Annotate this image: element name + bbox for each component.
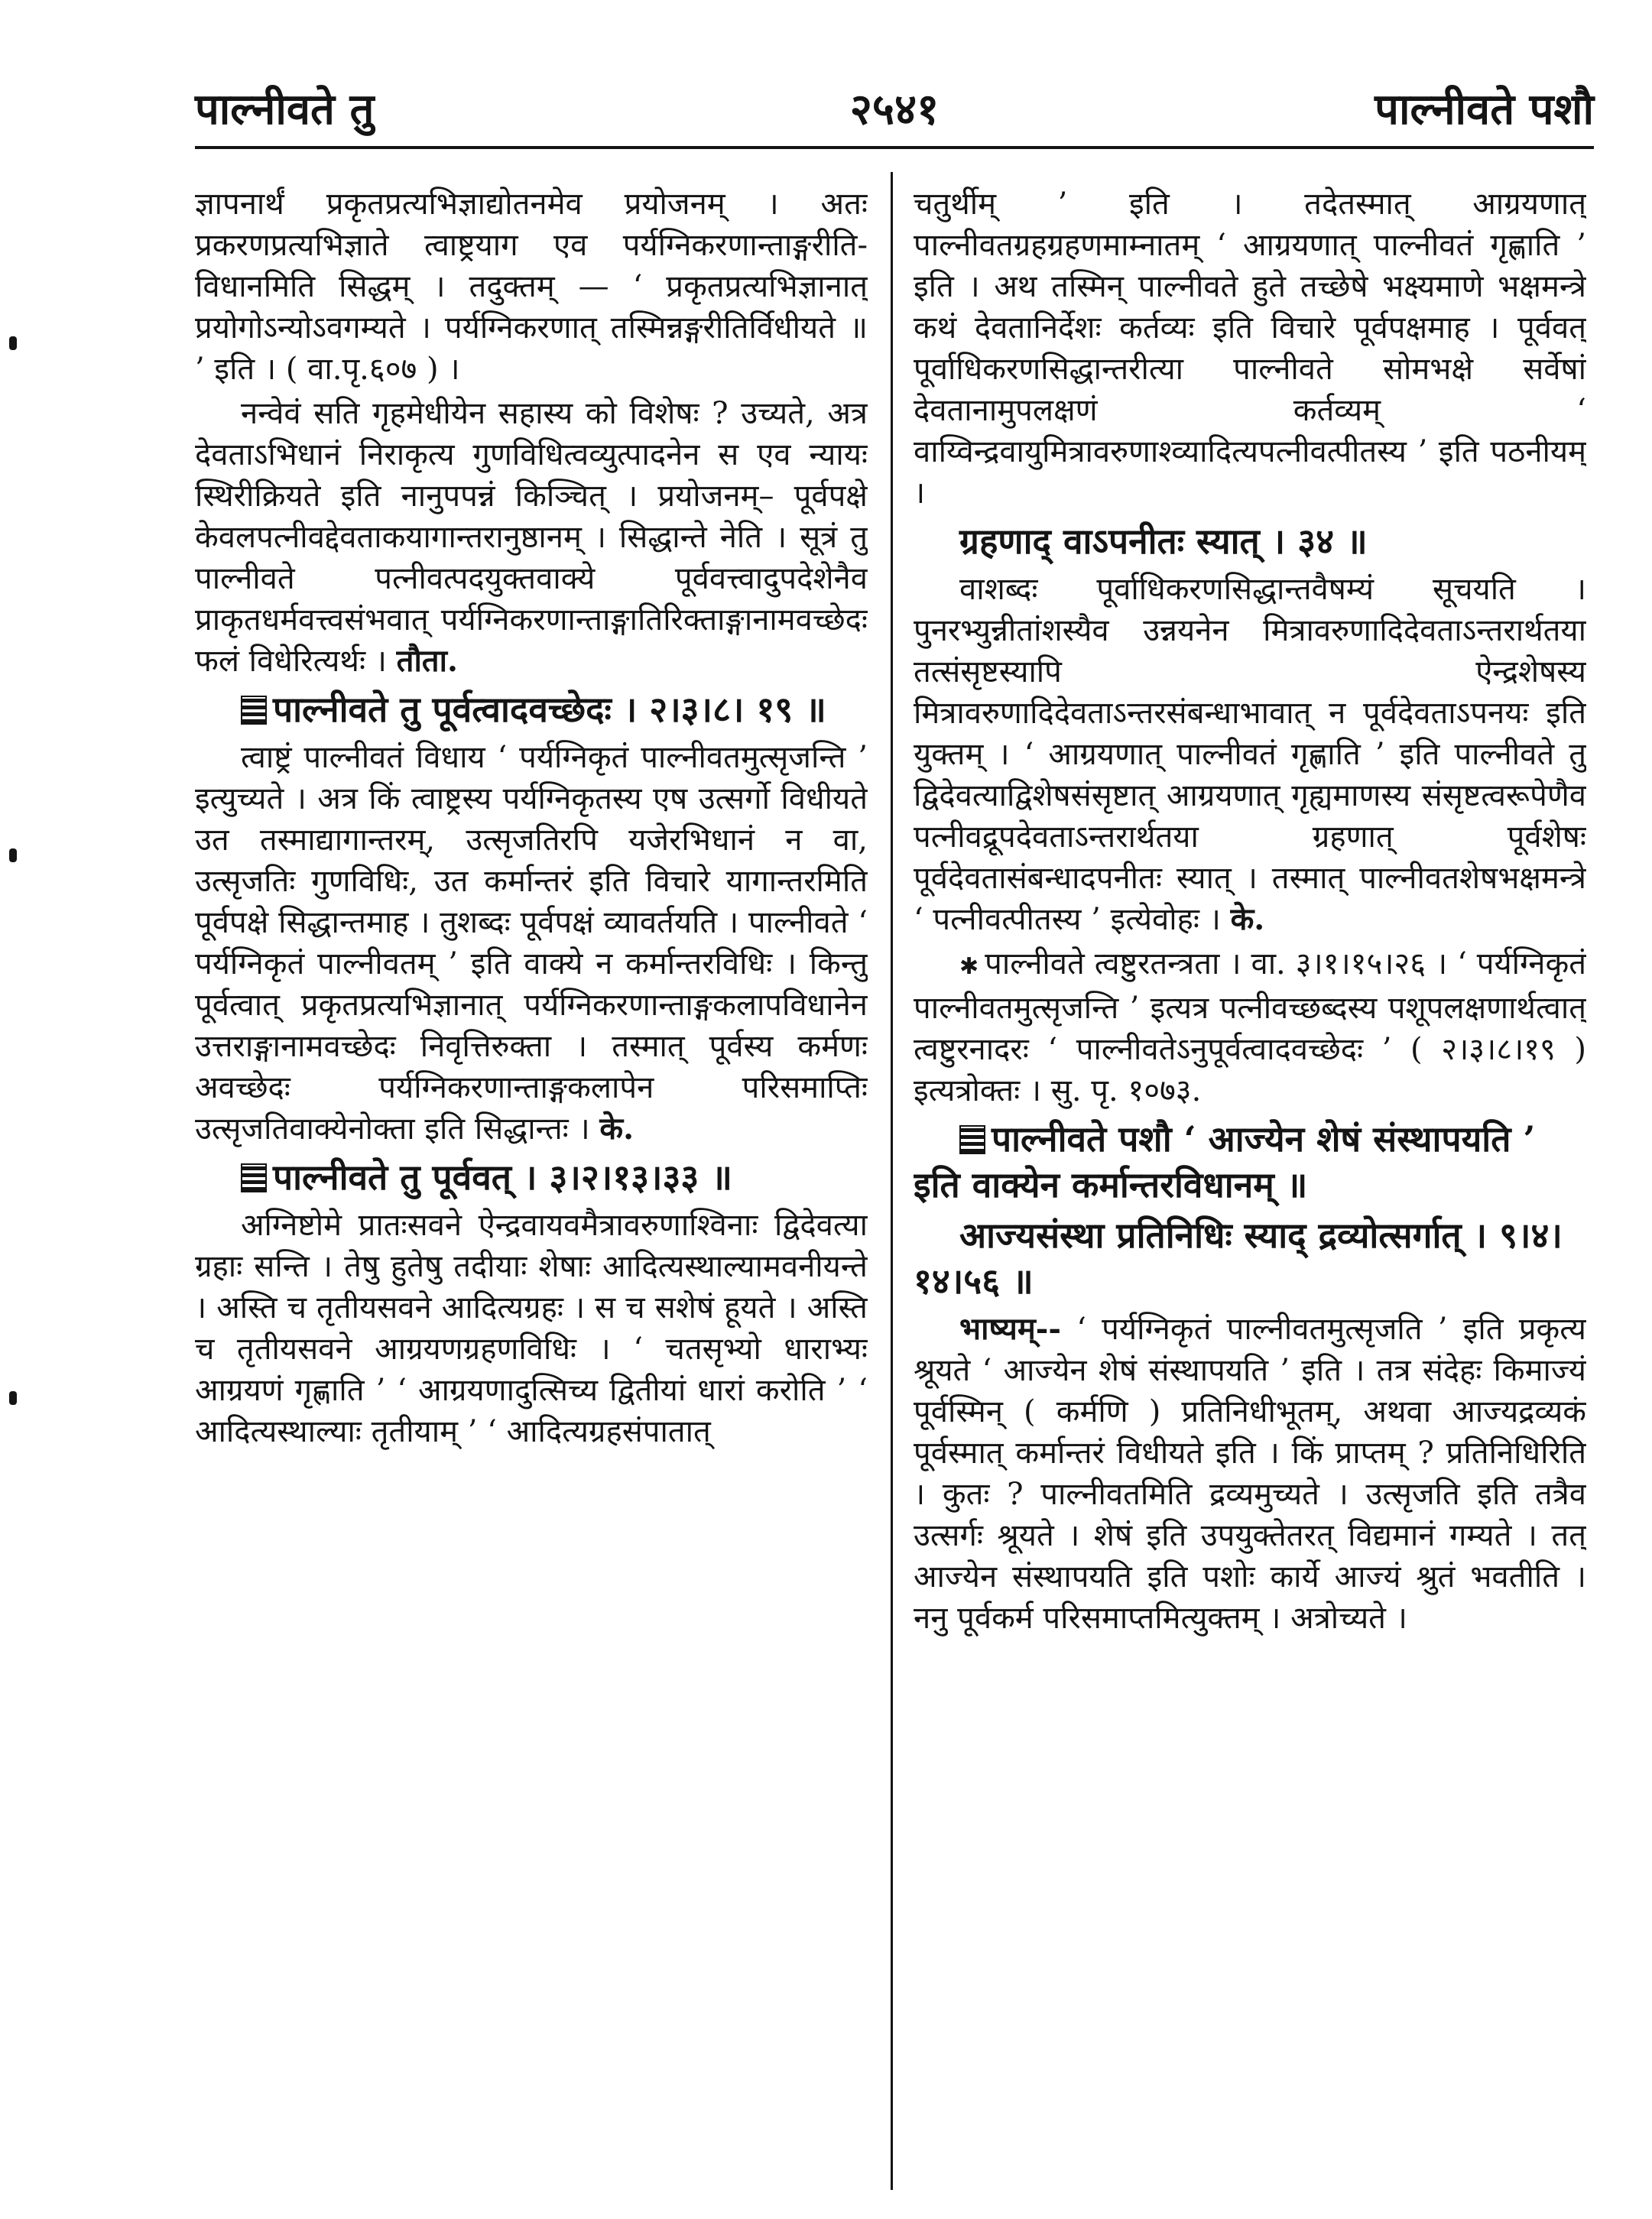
- running-head-left: पाल्नीवते तु: [195, 84, 375, 135]
- left-column: [195, 183, 868, 2171]
- sutra-heading: [195, 686, 868, 732]
- paragraph-text: त्वाष्ट्रं पाल्नीवतं विधाय ‘ पर्यग्निकृतं पाल्नीवतमुत्सृजन्ति ’ इत्युच्यते । अत्र किं त्वाष्ट्रस्य पर्यग्निकृतस्य एष उत्सर्गो विधीयते उत तस्माद्यागान्तरम्, उत्सृजतिरपि यजेरभिधानं न वा, उत्सृजतिः गुणविधिः, उत कर्मान्तरं इति विचारे यागान्तरमिति पूर्वपक्षे सिद्धान्तमाह । तुशब्दः पूर्वपक्षं व्यावर्तयति । पाल्नीवते ‘ पर्यग्निकृतं पाल्नीवतम् ’ इति वाक्ये न कर्मान्तरविधिः । किन्तु पूर्वत्वात् प्रकृतप्रत्यभिज्ञानात् पर्यग्निकरणान्ताङ्गकलापविधानेन उत्तराङ्गानामवच्छेदः निवृत्तिरुक्ता । तस्मात् पूर्वस्य कर्मणः अवच्छेदः पर्यग्निकरणान्ताङ्गकलापेन परिसमाप्तिः उत्सृजतिवाक्येनोक्ता इति सिद्धान्तः ।: [195, 740, 868, 1147]
- heading-text: पाल्नीवते पशौ ‘ आज्येन शेषं संस्थापयति ’ इति वाक्येन कर्मान्तरविधानम् ॥: [914, 1118, 1536, 1205]
- paragraph-text: पाल्नीवते त्वष्टुरतन्त्रता । वा. ३।१।१५।२६ । ‘ पर्यग्निकृतं पाल्नीवतमुत्सृजन्ति ’ इत्यत्र पत्नीवच्छब्दस्य पशूपलक्षणार्थत्वात् त्वष्टुरनादरः ‘ पाल्नीवतेऽनुपूर्वत्वादवच्छेदः ’ ( २।३।८।१९ ) इत्यत्रोक्तः । सु. पृ. १०७३.: [914, 946, 1586, 1108]
- paragraph: ज्ञापनार्थं प्रकृतप्रत्यभिज्ञाद्योतनमेव प्रयोजनम् । अतः प्रकरणप्रत्यभिज्ञाते त्वाष्ट्रयाग एव पर्यग्निकरणान्ताङ्गरीति-विधानमिति सिद्धम् । तदुक्तम् — ‘ प्रकृतप्रत्यभिज्ञानात् प्रयोगोऽन्योऽवगम्यते । पर्यग्निकरणात् तस्मिन्नङ्गरीतिर्विधीयते ॥ ’ इति । ( वा.पृ.६०७ ) ।: [195, 187, 868, 387]
- edge-mark-bottom: [9, 1391, 17, 1405]
- section-heading: [914, 1116, 1586, 1208]
- sutra-marker-icon: [241, 1163, 267, 1192]
- page-number: २५४१: [849, 84, 940, 135]
- paragraph: [195, 393, 868, 682]
- source-abbreviation: के.: [599, 1111, 634, 1147]
- sutra-heading: आज्यसंस्था प्रतिनिधिः स्याद् द्रव्योत्सर्गात् । ९।४।१४।५६ ॥: [914, 1215, 1563, 1302]
- paragraph: अग्निष्टोमे प्रातःसवने ऐन्द्रवायवमैत्रावरुणाश्विनाः द्विदेवत्या ग्रहाः सन्ति । तेषु हुतेषु तदीयाः शेषाः आदित्यस्थाल्यामवनीयन्ते । अस्ति च तृतीयसवने आदित्यग्रहः । स च सशेषं हूयते । अस्ति च तृतीयसवने आग्रयणग्रहणविधिः । ‘ चतसृभ्यो धाराभ्यः आग्रयणं गृह्णाति ’ ‘ आग्रयणादुत्सिच्य द्वितीयां धारां करोति ’ ‘ आदित्यस्थाल्याः तृतीयाम् ’ ‘ आदित्यग्रहसंपातात्: [195, 1208, 868, 1449]
- paragraph-text: ‘ पर्यग्निकृतं पाल्नीवतमुत्सृजति ’ इति प्रकृत्य श्रूयते ‘ आज्येन शेषं संस्थापयति ’ इति । तत्र संदेहः किमाज्यं पूर्वस्मिन् ( कर्मणि ) प्रतिनिधीभूतम्, अथवा आज्यद्रव्यकं पूर्वस्मात् कर्मान्तरं विधीयते इति । किं प्राप्तम् ? प्रतिनिधिरिति । कुतः ? पाल्नीवतमिति द्रव्यमुच्यते । उत्सृजति इति तत्रैव उत्सर्गः श्रूयते । शेषं इति उपयुक्तेतरत् विद्यमानं गम्यते । तत् आज्येन संस्थापयति इति पशोः कार्ये आज्यं श्रुतं भवतीति । ननु पूर्वकर्म परिसमाप्तमित्युक्तम् । अत्रोच्यते ।: [914, 1312, 1586, 1636]
- running-head-right: पाल्नीवते पशौ: [1375, 84, 1594, 135]
- sutra-text: पाल्नीवते तु पूर्वत्वादवच्छेदः । २।३।८। १९ ॥: [273, 689, 826, 730]
- paragraph-text: वाशब्दः पूर्वाधिकरणसिद्धान्तवैषम्यं सूचयति । पुनरभ्युन्नीतांशस्यैव उन्नयनेन मित्रावरुणादिदेवताऽन्तरार्थतया तत्संसृष्टस्यापि ऐन्द्रशेषस्य मित्रावरुणादिदेवताऽन्तरसंबन्धाभावात् न पूर्वदेवताऽपनयः इति युक्तम् । ‘ आग्रयणात् पाल्नीवतं गृह्णाति ’ इति पाल्नीवते तु द्विदेवत्याद्विशेषसंसृष्टात् आग्रयणात् गृह्यमाणस्य संसृष्टत्वरूपेणैव पत्नीवद्रूपदेवताऽन्तरार्थतया ग्रहणात् पूर्वशेषः पूर्वदेवतासंबन्धादपनीतः स्यात् । तस्मात् पाल्नीवतशेषभक्षमन्त्रे ‘ पत्नीवत्पीतस्य ’ इत्येवोहः ।: [914, 572, 1586, 937]
- sutra-marker-icon: [959, 1125, 985, 1154]
- source-abbreviation: के.: [1230, 901, 1265, 937]
- sutra-heading: ग्रहणाद् वाऽपनीतः स्यात् । ३४ ॥: [959, 521, 1368, 562]
- edge-mark-top: [9, 336, 17, 350]
- paragraph: [914, 569, 1586, 940]
- source-abbreviation: तौता.: [396, 643, 458, 679]
- paragraph-text: नन्वेवं सति गृहमेधीयेन सहास्य को विशेषः ? उच्यते, अत्र देवताऽभिधानं निराकृत्य गुणविधित्वव्युत्पादनेन स एव न्यायः स्थिरीक्रियते इति नानुपपन्नं किञ्चित् । प्रयोजनम्– पूर्वपक्षे केवलपत्नीवद्देवताकयागान्तरानुष्ठानम् । सिद्धान्ते नेति । सूत्रं तु पाल्नीवते पत्नीवत्पदयुक्तवाक्ये पूर्ववत्त्वादुपदेशेनैव प्राकृतधर्मवत्त्वसंभवात् पर्यग्निकरणान्ताङ्गातिरिक्ताङ्गानामवच्छेदः फलं विधेरित्यर्थः ।: [195, 396, 868, 679]
- right-column: [914, 183, 1586, 2171]
- paragraph: [914, 943, 1586, 1111]
- header-rule: [195, 146, 1594, 149]
- paragraph: [195, 737, 868, 1150]
- star-bullet-icon: ✱: [959, 953, 979, 980]
- edge-mark-middle: [9, 848, 17, 862]
- sutra-marker-icon: [241, 696, 267, 725]
- sutra-text: पाल्नीवते तु पूर्ववत् । ३।२।१३।३३ ॥: [273, 1157, 732, 1198]
- paragraph: चतुर्थीम् ’ इति । तदेतस्मात् आग्रयणात् पाल्नीवतग्रहग्रहणमाम्नातम् ‘ आग्रयणात् पाल्नीवतं गृह्णाति ’ इति । अथ तस्मिन् पाल्नीवते हुते तच्छेषे भक्ष्यमाणे भक्षमन्त्रे कथं देवतानिर्देशः कर्तव्यः इति विचारे पूर्वपक्षमाह । पूर्ववत् पूर्वाधिकरणसिद्धान्तरीत्या पाल्नीवते सोमभक्षे सर्वेषां देवतानामुपलक्षणं कर्तव्यम् ‘ वाय्विन्द्रवायुमित्रावरुणाश्व्यादित्यपत्नीवत्पीतस्य ’ इति पठनीयम् ।: [914, 187, 1586, 511]
- paragraph: [914, 1309, 1586, 1639]
- bhashya-label: भाष्यम्--: [959, 1311, 1062, 1347]
- column-divider: [891, 172, 893, 2190]
- sutra-heading: [195, 1154, 868, 1200]
- page-header: [195, 65, 1594, 149]
